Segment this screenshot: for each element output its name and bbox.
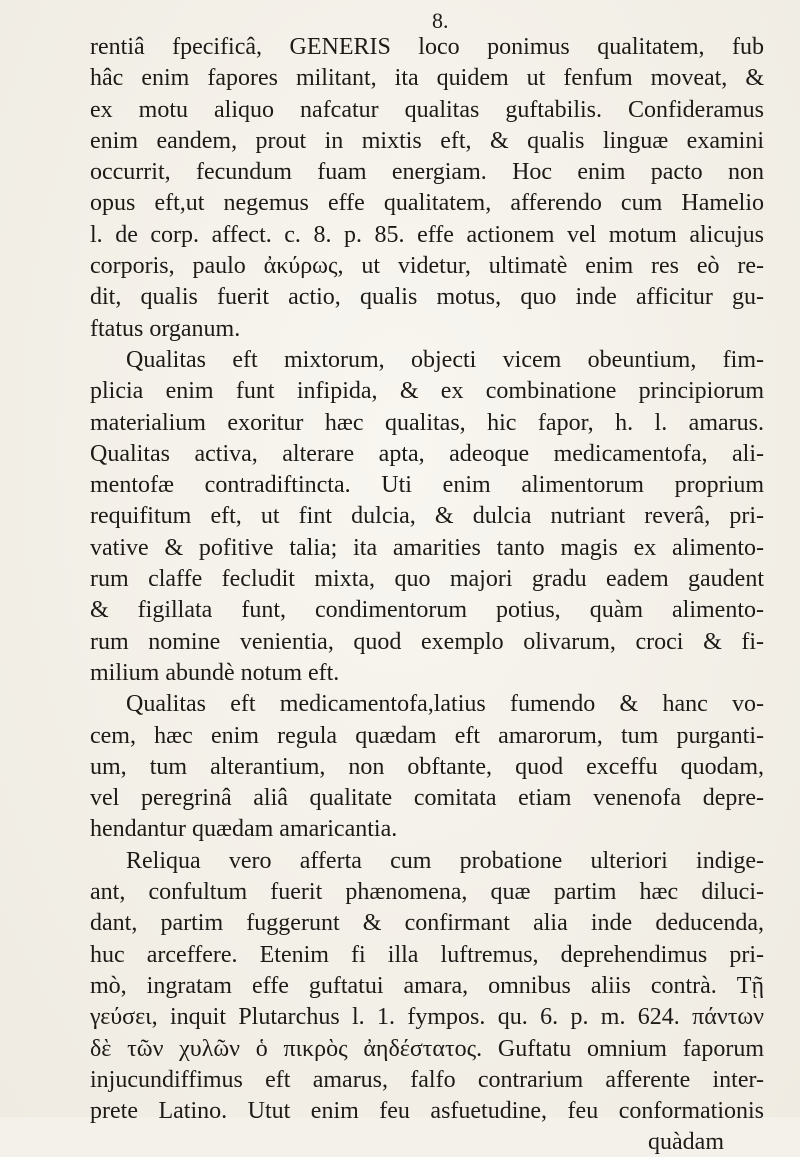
text-line: cem, hæc enim regula quædam eft amarorum, tum purganti- — [90, 722, 764, 749]
text-line: huc arceffere. Etenim fi illa luftremus, deprehendimus pri- — [90, 941, 764, 968]
text-line: rum nomine venientia, quod exemplo olivarum, croci & fi- — [90, 628, 764, 655]
text-line: plicia enim funt infipida, & ex combinatione principiorum — [90, 378, 764, 405]
text-line: rentiâ fpecificâ, GENERIS loco ponimus qualitatem, fub — [90, 34, 764, 60]
text-line: l. de corp. affect. c. 8. p. 85. effe actionem vel motum alicujus — [90, 221, 764, 248]
text-line: vel peregrinâ aliâ qualitate comitata etiam venenofa depre- — [90, 785, 764, 812]
text-line: um, tum alterantium, non obftante, quod exceffu quodam, — [90, 753, 764, 780]
paragraph-first-line: Reliqua vero afferta cum probatione ulteriori indige- — [126, 847, 764, 874]
text-line: occurrit, fecundum fuam energiam. Hoc enim pacto non — [90, 159, 764, 186]
text-line: mò, ingratam effe guftatui amara, omnibus aliis contrà. Τῇ — [90, 972, 764, 999]
text-line: injucundiffimus eft amarus, falfo contrarium afferente inter- — [90, 1066, 764, 1093]
text-line: vative & pofitive talia; ita amarities tanto magis ex alimento- — [90, 534, 764, 561]
body-text — [90, 32, 764, 1127]
text-line: ftatus organum. — [90, 315, 241, 342]
text-line: Qualitas activa, alterare apta, adeoque medicamentofa, ali- — [90, 440, 764, 467]
text-line: rum claffe fecludit mixta, quo majori gradu eadem gaudent — [90, 566, 764, 593]
text-line: opus eft,ut negemus effe qualitatem, afferendo cum Hamelio — [90, 190, 764, 217]
catchword: quàdam — [648, 1129, 724, 1156]
text-line: hendantur quædam amaricantia. — [90, 816, 398, 843]
page-number: 8. — [432, 8, 449, 33]
text-line: δὲ τῶν χυλῶν ὁ πικρὸς ἀηδέστατος. Guftatu omnium faporum — [90, 1035, 764, 1062]
text-line: mentofæ contradiftincta. Uti enim alimentorum proprium — [90, 472, 764, 499]
text-line: enim eandem, prout in mixtis eft, & qualis linguæ examini — [90, 127, 764, 154]
paragraph-first-line: Qualitas eft medicamentofa,latius fumendo & hanc vo- — [126, 691, 764, 718]
text-line: hâc enim fapores militant, ita quidem ut fenfum moveat, & — [90, 65, 764, 92]
text-line: corporis, paulo ἀκύρως, ut videtur, ultimatè enim res eò re- — [90, 253, 764, 280]
text-line: ant, confultum fuerit phænomena, quæ partim hæc diluci- — [90, 879, 764, 906]
text-line: & figillata funt, condimentorum potius, quàm alimento- — [90, 597, 764, 624]
paragraph-first-line: Qualitas eft mixtorum, objecti vicem obeuntium, fim- — [126, 346, 764, 373]
text-line: milium abundè notum eft. — [90, 659, 340, 686]
text-line: prete Latino. Utut enim feu asfuetudine, feu conformationis — [90, 1098, 764, 1125]
text-line: dant, partim fuggerunt & confirmant alia inde deducenda, — [90, 910, 764, 937]
text-line: ex motu aliquo nafcatur qualitas guftabilis. Confideramus — [90, 96, 764, 123]
text-line: γεύσει, inquit Plutarchus l. 1. fympos. qu. 6. p. m. 624. πάντων — [90, 1004, 764, 1031]
text-line: requifitum eft, ut fint dulcia, & dulcia nutriant reverâ, pri- — [90, 503, 764, 530]
text-line: dit, qualis fuerit actio, qualis motus, quo inde afficitur gu- — [90, 284, 764, 311]
text-line: materialium exoritur hæc qualitas, hic fapor, h. l. amarus. — [90, 409, 764, 436]
